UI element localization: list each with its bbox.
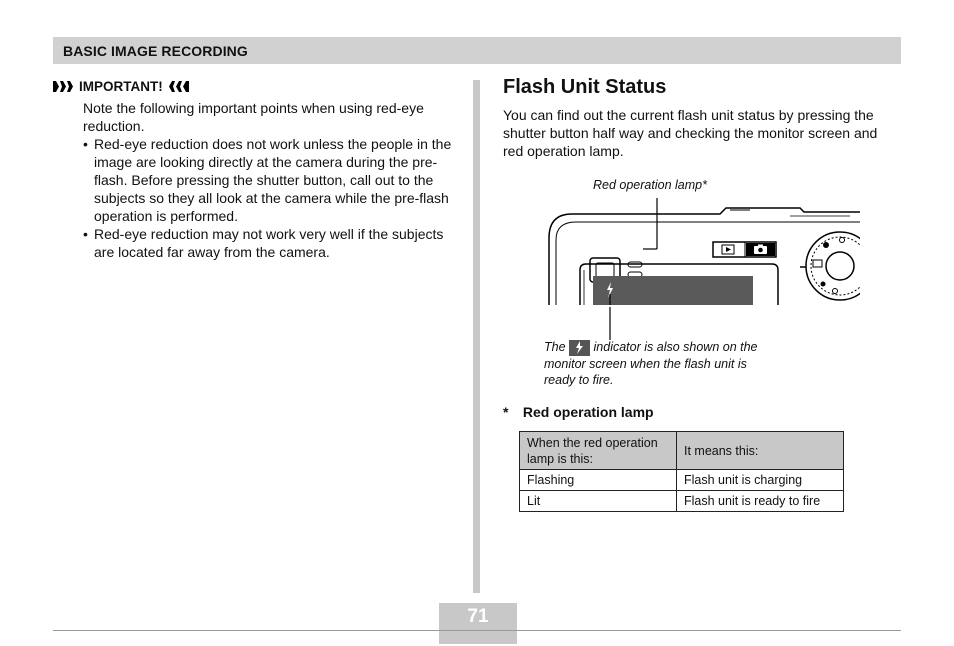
table-cell: Lit <box>520 491 677 512</box>
section-header-bar <box>53 37 901 64</box>
table-header-cell: When the red operation lamp is this: <box>520 432 677 470</box>
page-title: Flash Unit Status <box>503 76 667 98</box>
bullet-mark: • <box>83 136 88 152</box>
footnote-heading <box>503 404 654 420</box>
important-notes <box>83 99 455 261</box>
indicator-callout-before: The <box>544 340 566 354</box>
indicator-callout-after: indicator is also shown on the monitor screen when the flash unit is ready to fire. <box>544 340 758 387</box>
footnote-mark: * <box>503 404 509 420</box>
flash-icon <box>569 340 590 356</box>
camera-back-illustration <box>540 194 860 344</box>
lamp-status-table <box>519 431 844 512</box>
important-intro: Note the following important points when using red-eye reduction. <box>83 100 424 134</box>
table-header-row <box>520 432 844 470</box>
indicator-callout <box>544 339 759 388</box>
note-text: Red-eye reduction may not work very well if the subjects are located far away from the camera. <box>94 226 444 260</box>
table-row <box>520 470 844 491</box>
table-cell: Flashing <box>520 470 677 491</box>
important-right-marks-icon <box>169 81 189 92</box>
table-header-cell: It means this: <box>677 432 844 470</box>
table-cell: Flash unit is ready to fire <box>677 491 844 512</box>
note-bullet <box>83 135 455 225</box>
footer-rule <box>53 630 901 631</box>
important-left-marks-icon <box>53 81 73 92</box>
column-divider <box>473 80 480 593</box>
important-heading <box>53 77 189 95</box>
note-bullet <box>83 225 455 261</box>
footnote-title: Red operation lamp <box>522 404 654 420</box>
table-row <box>520 491 844 512</box>
page-number: 71 <box>467 606 489 627</box>
section-intro: You can find out the current flash unit status by pressing the shutter button half way and checking the monitor screen and red operation lamp. <box>503 107 878 159</box>
section-title: BASIC IMAGE RECORDING <box>63 43 248 59</box>
page-number-box <box>439 603 517 644</box>
note-text: Red-eye reduction does not work unless the people in the image are looking directly at the camera during the pre-flash. Before pressing the shutter button, call out to the subjects so they all look at the camera while the pre-flash operation is performed. <box>94 136 452 224</box>
table-cell: Flash unit is charging <box>677 470 844 491</box>
bullet-mark: • <box>83 226 88 242</box>
lamp-callout-label: Red operation lamp* <box>593 178 707 192</box>
important-label: IMPORTANT! <box>79 78 163 94</box>
